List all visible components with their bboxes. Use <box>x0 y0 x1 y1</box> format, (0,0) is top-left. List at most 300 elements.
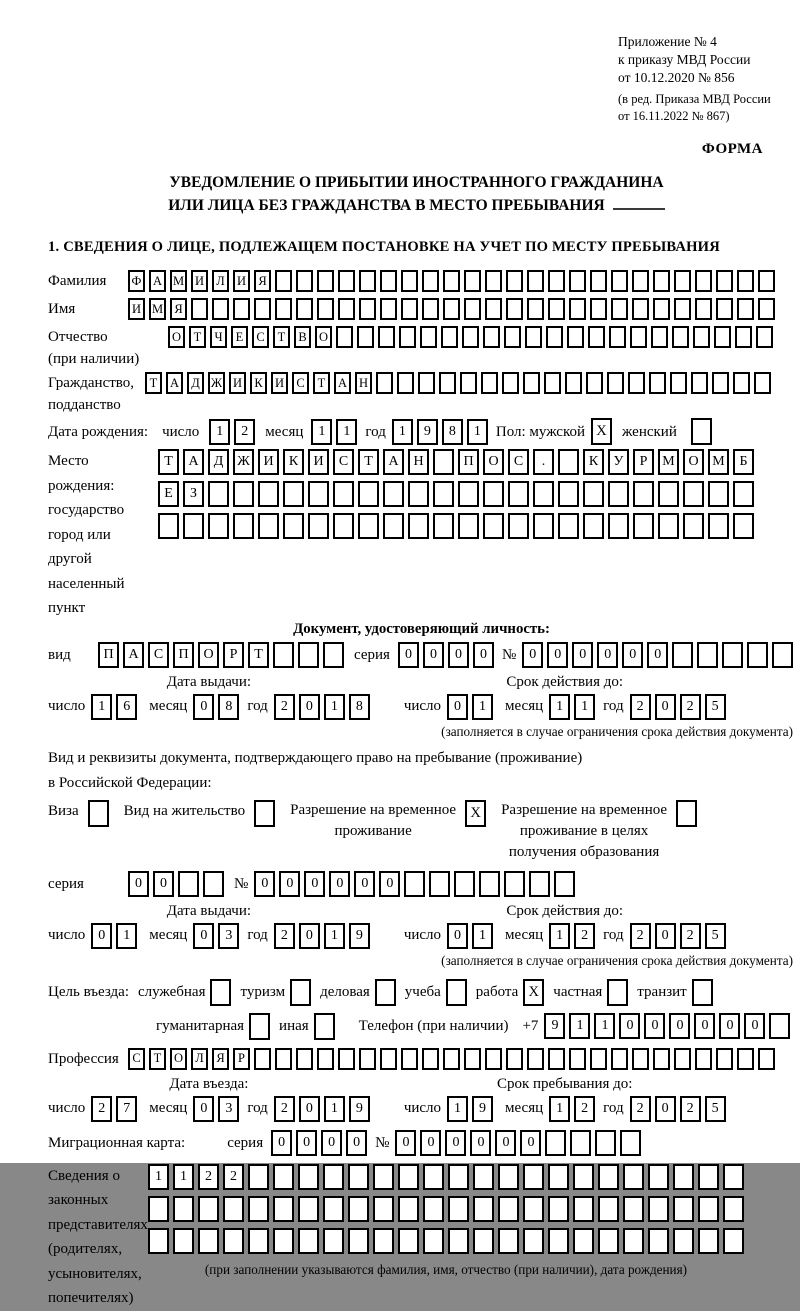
char-cell[interactable]: С <box>333 449 354 475</box>
char-cell[interactable] <box>623 1196 644 1222</box>
char-cell[interactable] <box>723 1228 744 1254</box>
char-cell[interactable]: 0 <box>128 871 149 897</box>
char-cell[interactable] <box>454 871 475 897</box>
char-cell[interactable] <box>348 1164 369 1190</box>
purpose-transit-checkbox[interactable] <box>692 979 713 1006</box>
char-cell[interactable]: 1 <box>209 419 230 445</box>
char-cell[interactable] <box>296 270 313 292</box>
char-cell[interactable] <box>443 270 460 292</box>
char-cell[interactable] <box>651 326 668 348</box>
char-cell[interactable] <box>733 513 754 539</box>
char-cell[interactable] <box>508 481 529 507</box>
char-cell[interactable]: 2 <box>574 923 595 949</box>
char-cell[interactable]: С <box>508 449 529 475</box>
char-cell[interactable]: 1 <box>148 1164 169 1190</box>
char-cell[interactable] <box>586 372 603 394</box>
char-cell[interactable] <box>548 1048 565 1070</box>
char-cell[interactable] <box>460 372 477 394</box>
char-cell[interactable]: А <box>166 372 183 394</box>
char-cell[interactable] <box>683 513 704 539</box>
char-cell[interactable]: 0 <box>398 642 419 668</box>
char-cell[interactable] <box>544 372 561 394</box>
char-cell[interactable]: 0 <box>619 1013 640 1039</box>
char-cell[interactable] <box>691 372 708 394</box>
char-cell[interactable] <box>298 1228 319 1254</box>
char-cell[interactable]: Н <box>355 372 372 394</box>
char-cell[interactable] <box>502 372 519 394</box>
char-cell[interactable]: И <box>128 298 145 320</box>
char-cell[interactable] <box>632 270 649 292</box>
char-cell[interactable] <box>558 449 579 475</box>
char-cell[interactable]: 1 <box>91 694 112 720</box>
char-cell[interactable]: С <box>148 642 169 668</box>
char-cell[interactable] <box>498 1164 519 1190</box>
purpose-study-checkbox[interactable] <box>446 979 467 1006</box>
char-cell[interactable]: Ж <box>208 372 225 394</box>
char-cell[interactable]: 2 <box>274 1096 295 1122</box>
char-cell[interactable] <box>408 513 429 539</box>
char-cell[interactable]: О <box>170 1048 187 1070</box>
char-cell[interactable]: К <box>583 449 604 475</box>
char-cell[interactable] <box>358 481 379 507</box>
char-cell[interactable] <box>408 481 429 507</box>
char-cell[interactable] <box>433 481 454 507</box>
char-cell[interactable] <box>698 1228 719 1254</box>
char-cell[interactable]: О <box>315 326 332 348</box>
char-cell[interactable] <box>590 270 607 292</box>
char-cell[interactable] <box>735 326 752 348</box>
char-cell[interactable]: 2 <box>630 1096 651 1122</box>
char-cell[interactable] <box>693 326 710 348</box>
char-cell[interactable] <box>373 1196 394 1222</box>
purpose-official-checkbox[interactable] <box>210 979 231 1006</box>
char-cell[interactable] <box>525 326 542 348</box>
char-cell[interactable]: 1 <box>336 419 357 445</box>
char-cell[interactable] <box>498 1196 519 1222</box>
char-cell[interactable]: 1 <box>549 694 570 720</box>
char-cell[interactable] <box>323 642 344 668</box>
char-cell[interactable]: 1 <box>173 1164 194 1190</box>
char-cell[interactable]: 0 <box>346 1130 367 1156</box>
char-cell[interactable]: О <box>168 326 185 348</box>
temporary-residence-checkbox[interactable]: X <box>465 800 486 827</box>
char-cell[interactable] <box>653 1048 670 1070</box>
char-cell[interactable]: 0 <box>299 1096 320 1122</box>
char-cell[interactable] <box>148 1196 169 1222</box>
char-cell[interactable]: С <box>292 372 309 394</box>
char-cell[interactable]: 8 <box>442 419 463 445</box>
char-cell[interactable]: Т <box>358 449 379 475</box>
char-cell[interactable] <box>697 642 718 668</box>
char-cell[interactable] <box>608 513 629 539</box>
char-cell[interactable] <box>533 481 554 507</box>
char-cell[interactable] <box>208 481 229 507</box>
char-cell[interactable] <box>317 270 334 292</box>
purpose-other-checkbox[interactable] <box>314 1013 335 1040</box>
char-cell[interactable]: Т <box>189 326 206 348</box>
char-cell[interactable] <box>357 326 374 348</box>
char-cell[interactable]: И <box>271 372 288 394</box>
char-cell[interactable] <box>380 270 397 292</box>
char-cell[interactable] <box>464 270 481 292</box>
char-cell[interactable] <box>598 1164 619 1190</box>
char-cell[interactable]: И <box>229 372 246 394</box>
char-cell[interactable] <box>441 326 458 348</box>
char-cell[interactable]: 0 <box>329 871 350 897</box>
char-cell[interactable]: 1 <box>549 1096 570 1122</box>
char-cell[interactable] <box>529 871 550 897</box>
char-cell[interactable] <box>504 326 521 348</box>
char-cell[interactable]: О <box>198 642 219 668</box>
char-cell[interactable] <box>148 1228 169 1254</box>
char-cell[interactable] <box>558 513 579 539</box>
char-cell[interactable] <box>336 326 353 348</box>
char-cell[interactable]: 1 <box>324 923 345 949</box>
char-cell[interactable] <box>483 513 504 539</box>
char-cell[interactable]: 0 <box>304 871 325 897</box>
char-cell[interactable] <box>273 1196 294 1222</box>
char-cell[interactable] <box>590 1048 607 1070</box>
char-cell[interactable] <box>296 1048 313 1070</box>
purpose-work-checkbox[interactable]: X <box>523 979 544 1006</box>
char-cell[interactable]: 0 <box>473 642 494 668</box>
char-cell[interactable] <box>448 1228 469 1254</box>
char-cell[interactable] <box>548 270 565 292</box>
char-cell[interactable] <box>283 481 304 507</box>
char-cell[interactable]: 2 <box>234 419 255 445</box>
char-cell[interactable] <box>258 481 279 507</box>
char-cell[interactable]: Т <box>248 642 269 668</box>
char-cell[interactable] <box>283 513 304 539</box>
char-cell[interactable]: 0 <box>495 1130 516 1156</box>
char-cell[interactable]: 0 <box>647 642 668 668</box>
char-cell[interactable] <box>623 1228 644 1254</box>
char-cell[interactable] <box>695 270 712 292</box>
char-cell[interactable] <box>595 1130 616 1156</box>
char-cell[interactable]: Т <box>145 372 162 394</box>
char-cell[interactable] <box>212 298 229 320</box>
char-cell[interactable]: П <box>173 642 194 668</box>
char-cell[interactable] <box>258 513 279 539</box>
char-cell[interactable] <box>573 1164 594 1190</box>
char-cell[interactable] <box>422 1048 439 1070</box>
char-cell[interactable] <box>598 1228 619 1254</box>
char-cell[interactable] <box>296 298 313 320</box>
char-cell[interactable] <box>191 298 208 320</box>
char-cell[interactable] <box>583 513 604 539</box>
char-cell[interactable]: О <box>483 449 504 475</box>
char-cell[interactable] <box>333 481 354 507</box>
char-cell[interactable] <box>433 449 454 475</box>
char-cell[interactable]: 0 <box>744 1013 765 1039</box>
char-cell[interactable] <box>548 298 565 320</box>
char-cell[interactable]: 0 <box>719 1013 740 1039</box>
char-cell[interactable] <box>401 270 418 292</box>
char-cell[interactable] <box>383 513 404 539</box>
char-cell[interactable] <box>533 513 554 539</box>
char-cell[interactable]: Т <box>158 449 179 475</box>
char-cell[interactable]: Т <box>149 1048 166 1070</box>
char-cell[interactable] <box>380 1048 397 1070</box>
char-cell[interactable] <box>429 871 450 897</box>
char-cell[interactable] <box>583 481 604 507</box>
char-cell[interactable]: 0 <box>423 642 444 668</box>
char-cell[interactable] <box>758 298 775 320</box>
char-cell[interactable] <box>658 481 679 507</box>
char-cell[interactable]: 0 <box>669 1013 690 1039</box>
char-cell[interactable]: И <box>258 449 279 475</box>
char-cell[interactable] <box>504 871 525 897</box>
char-cell[interactable] <box>158 513 179 539</box>
char-cell[interactable]: А <box>383 449 404 475</box>
char-cell[interactable]: 0 <box>520 1130 541 1156</box>
char-cell[interactable]: К <box>283 449 304 475</box>
char-cell[interactable] <box>317 1048 334 1070</box>
char-cell[interactable] <box>323 1164 344 1190</box>
char-cell[interactable] <box>569 1048 586 1070</box>
char-cell[interactable] <box>338 270 355 292</box>
char-cell[interactable] <box>633 481 654 507</box>
char-cell[interactable] <box>275 270 292 292</box>
char-cell[interactable] <box>308 513 329 539</box>
char-cell[interactable] <box>567 326 584 348</box>
temporary-residence-education-checkbox[interactable] <box>676 800 697 827</box>
char-cell[interactable] <box>423 1228 444 1254</box>
char-cell[interactable] <box>712 372 729 394</box>
char-cell[interactable] <box>348 1196 369 1222</box>
char-cell[interactable]: 0 <box>655 923 676 949</box>
char-cell[interactable]: 6 <box>116 694 137 720</box>
char-cell[interactable]: 0 <box>254 871 275 897</box>
char-cell[interactable]: Я <box>254 270 271 292</box>
char-cell[interactable] <box>404 871 425 897</box>
char-cell[interactable]: 0 <box>597 642 618 668</box>
char-cell[interactable]: 8 <box>218 694 239 720</box>
char-cell[interactable] <box>708 481 729 507</box>
char-cell[interactable] <box>545 1130 566 1156</box>
char-cell[interactable]: 2 <box>91 1096 112 1122</box>
char-cell[interactable]: С <box>128 1048 145 1070</box>
char-cell[interactable]: 9 <box>472 1096 493 1122</box>
char-cell[interactable] <box>358 513 379 539</box>
char-cell[interactable] <box>674 1048 691 1070</box>
char-cell[interactable] <box>338 298 355 320</box>
char-cell[interactable]: Р <box>223 642 244 668</box>
char-cell[interactable]: Е <box>158 481 179 507</box>
char-cell[interactable] <box>483 481 504 507</box>
char-cell[interactable] <box>672 642 693 668</box>
char-cell[interactable]: П <box>458 449 479 475</box>
char-cell[interactable] <box>380 298 397 320</box>
char-cell[interactable]: Ж <box>233 449 254 475</box>
char-cell[interactable] <box>632 1048 649 1070</box>
char-cell[interactable]: 0 <box>193 923 214 949</box>
char-cell[interactable]: 0 <box>193 1096 214 1122</box>
char-cell[interactable]: 0 <box>547 642 568 668</box>
title-blank-field[interactable] <box>613 196 665 210</box>
char-cell[interactable] <box>317 298 334 320</box>
char-cell[interactable]: У <box>608 449 629 475</box>
char-cell[interactable] <box>359 1048 376 1070</box>
char-cell[interactable]: 0 <box>91 923 112 949</box>
char-cell[interactable] <box>658 513 679 539</box>
char-cell[interactable] <box>769 1013 790 1039</box>
char-cell[interactable]: 1 <box>569 1013 590 1039</box>
char-cell[interactable] <box>198 1196 219 1222</box>
char-cell[interactable]: 1 <box>574 694 595 720</box>
char-cell[interactable]: З <box>183 481 204 507</box>
char-cell[interactable] <box>173 1196 194 1222</box>
char-cell[interactable]: 1 <box>549 923 570 949</box>
char-cell[interactable]: Б <box>733 449 754 475</box>
char-cell[interactable] <box>772 642 793 668</box>
char-cell[interactable]: И <box>233 270 250 292</box>
char-cell[interactable] <box>508 513 529 539</box>
char-cell[interactable]: 0 <box>321 1130 342 1156</box>
char-cell[interactable] <box>506 298 523 320</box>
char-cell[interactable]: Р <box>633 449 654 475</box>
char-cell[interactable]: Н <box>408 449 429 475</box>
char-cell[interactable] <box>527 1048 544 1070</box>
char-cell[interactable] <box>443 298 460 320</box>
char-cell[interactable] <box>373 1228 394 1254</box>
char-cell[interactable] <box>208 513 229 539</box>
char-cell[interactable] <box>198 1228 219 1254</box>
char-cell[interactable]: 2 <box>223 1164 244 1190</box>
char-cell[interactable] <box>620 1130 641 1156</box>
char-cell[interactable] <box>448 1164 469 1190</box>
char-cell[interactable]: А <box>123 642 144 668</box>
sex-female-checkbox[interactable] <box>691 418 712 445</box>
char-cell[interactable] <box>443 1048 460 1070</box>
char-cell[interactable] <box>632 298 649 320</box>
char-cell[interactable] <box>648 1196 669 1222</box>
char-cell[interactable] <box>573 1196 594 1222</box>
char-cell[interactable] <box>248 1164 269 1190</box>
char-cell[interactable] <box>611 1048 628 1070</box>
char-cell[interactable]: 7 <box>116 1096 137 1122</box>
residence-permit-checkbox[interactable] <box>254 800 275 827</box>
char-cell[interactable] <box>698 1164 719 1190</box>
char-cell[interactable] <box>233 513 254 539</box>
char-cell[interactable] <box>399 326 416 348</box>
char-cell[interactable] <box>178 871 199 897</box>
char-cell[interactable]: 2 <box>630 694 651 720</box>
char-cell[interactable]: 0 <box>694 1013 715 1039</box>
char-cell[interactable]: М <box>658 449 679 475</box>
purpose-humanitarian-checkbox[interactable] <box>249 1013 270 1040</box>
char-cell[interactable] <box>458 481 479 507</box>
char-cell[interactable] <box>223 1228 244 1254</box>
char-cell[interactable]: 1 <box>594 1013 615 1039</box>
char-cell[interactable] <box>523 372 540 394</box>
char-cell[interactable]: 5 <box>705 1096 726 1122</box>
char-cell[interactable] <box>203 871 224 897</box>
char-cell[interactable] <box>608 481 629 507</box>
char-cell[interactable] <box>695 1048 712 1070</box>
char-cell[interactable] <box>607 372 624 394</box>
char-cell[interactable] <box>628 372 645 394</box>
char-cell[interactable]: 0 <box>445 1130 466 1156</box>
char-cell[interactable] <box>433 513 454 539</box>
char-cell[interactable] <box>590 298 607 320</box>
char-cell[interactable]: 2 <box>680 694 701 720</box>
char-cell[interactable] <box>254 298 271 320</box>
char-cell[interactable] <box>376 372 393 394</box>
char-cell[interactable] <box>722 642 743 668</box>
char-cell[interactable] <box>398 1228 419 1254</box>
char-cell[interactable] <box>670 372 687 394</box>
char-cell[interactable] <box>383 481 404 507</box>
char-cell[interactable] <box>298 642 319 668</box>
char-cell[interactable] <box>422 270 439 292</box>
char-cell[interactable] <box>464 298 481 320</box>
char-cell[interactable]: Т <box>273 326 290 348</box>
purpose-private-checkbox[interactable] <box>607 979 628 1006</box>
char-cell[interactable]: 1 <box>472 923 493 949</box>
char-cell[interactable] <box>397 372 414 394</box>
char-cell[interactable]: М <box>170 270 187 292</box>
char-cell[interactable]: 9 <box>417 419 438 445</box>
char-cell[interactable]: 0 <box>447 923 468 949</box>
visa-checkbox[interactable] <box>88 800 109 827</box>
char-cell[interactable]: Л <box>191 1048 208 1070</box>
char-cell[interactable] <box>569 270 586 292</box>
purpose-business-checkbox[interactable] <box>375 979 396 1006</box>
char-cell[interactable] <box>223 1196 244 1222</box>
char-cell[interactable]: 1 <box>311 419 332 445</box>
char-cell[interactable] <box>683 481 704 507</box>
char-cell[interactable] <box>758 270 775 292</box>
char-cell[interactable] <box>498 1228 519 1254</box>
char-cell[interactable] <box>611 270 628 292</box>
char-cell[interactable] <box>598 1196 619 1222</box>
char-cell[interactable]: . <box>533 449 554 475</box>
char-cell[interactable] <box>333 513 354 539</box>
char-cell[interactable]: 3 <box>218 1096 239 1122</box>
char-cell[interactable] <box>523 1164 544 1190</box>
char-cell[interactable] <box>523 1196 544 1222</box>
char-cell[interactable]: 0 <box>379 871 400 897</box>
char-cell[interactable]: Д <box>187 372 204 394</box>
char-cell[interactable]: К <box>250 372 267 394</box>
char-cell[interactable]: 9 <box>349 923 370 949</box>
char-cell[interactable]: И <box>308 449 329 475</box>
char-cell[interactable] <box>548 1196 569 1222</box>
char-cell[interactable]: М <box>149 298 166 320</box>
char-cell[interactable] <box>569 298 586 320</box>
char-cell[interactable]: 0 <box>299 694 320 720</box>
char-cell[interactable]: М <box>708 449 729 475</box>
char-cell[interactable] <box>418 372 435 394</box>
char-cell[interactable]: 0 <box>299 923 320 949</box>
char-cell[interactable] <box>359 270 376 292</box>
char-cell[interactable] <box>648 1164 669 1190</box>
char-cell[interactable] <box>630 326 647 348</box>
sex-male-checkbox[interactable]: X <box>591 418 612 445</box>
char-cell[interactable] <box>323 1228 344 1254</box>
char-cell[interactable]: 1 <box>116 923 137 949</box>
char-cell[interactable] <box>248 1196 269 1222</box>
char-cell[interactable] <box>716 1048 733 1070</box>
char-cell[interactable]: В <box>294 326 311 348</box>
char-cell[interactable] <box>273 642 294 668</box>
char-cell[interactable]: 3 <box>218 923 239 949</box>
char-cell[interactable]: 1 <box>324 694 345 720</box>
char-cell[interactable] <box>716 270 733 292</box>
char-cell[interactable] <box>573 1228 594 1254</box>
char-cell[interactable] <box>733 481 754 507</box>
